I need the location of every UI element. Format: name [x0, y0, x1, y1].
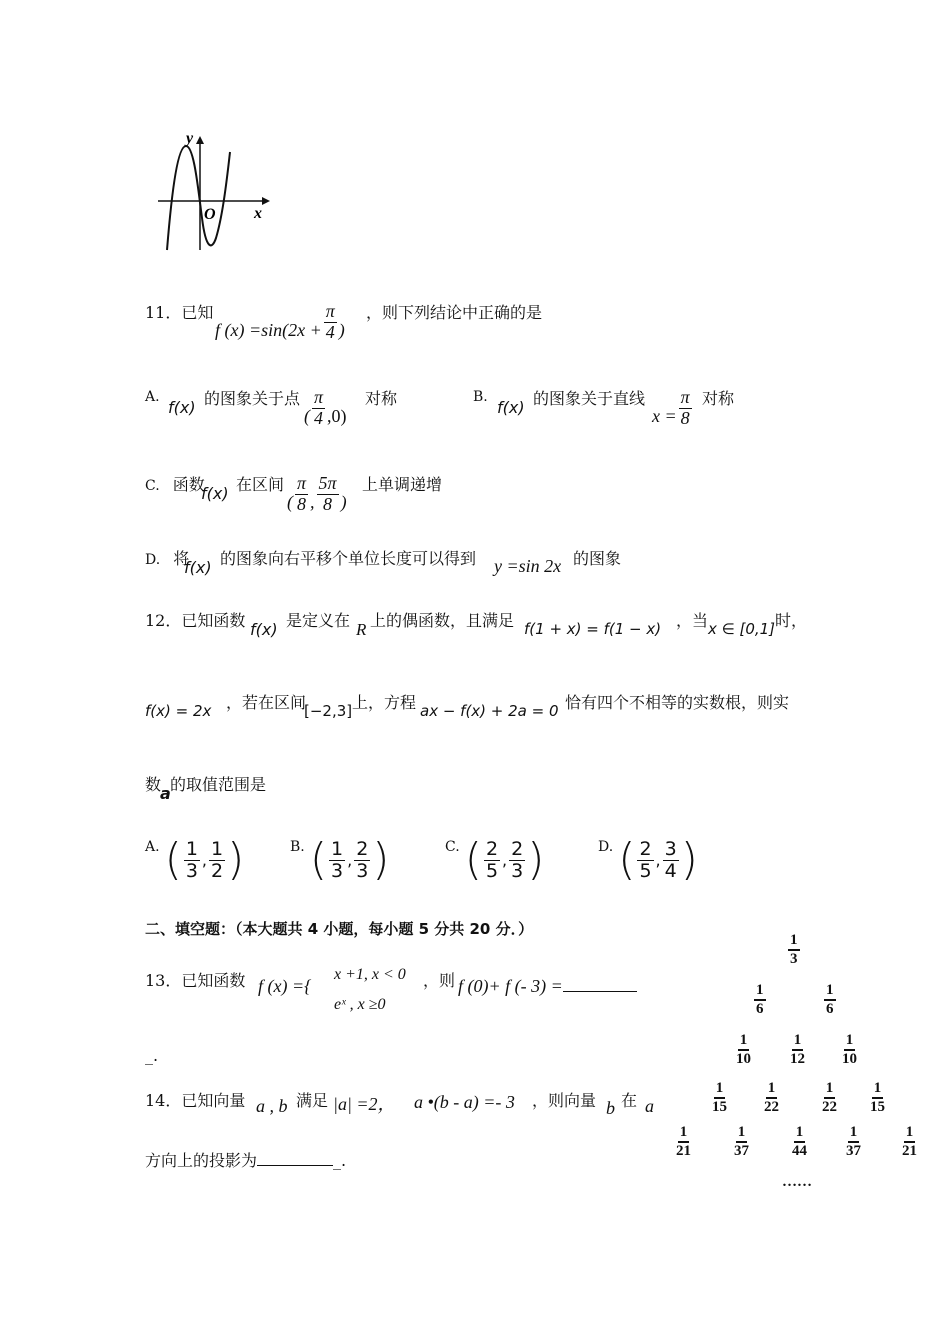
frac-num: 1: [788, 932, 800, 951]
q11-a-frac: [312, 388, 325, 429]
paren: (: [287, 492, 293, 513]
q12-line2-mid2: [352, 690, 416, 713]
comma: ,: [502, 850, 508, 870]
paren-left: (: [309, 834, 328, 885]
frac-den: 22: [764, 1098, 779, 1115]
triangle-row-5c: [788, 1124, 811, 1159]
triangle-cell: [732, 1124, 751, 1159]
dot-product: a •(b - a) =- 3: [414, 1092, 515, 1112]
paren: ,0): [327, 406, 347, 427]
frac-den: 3: [185, 859, 198, 882]
text: ，则向量: [532, 1091, 597, 1110]
frac-den: 6: [756, 1000, 764, 1017]
interval: [−2,3]: [304, 702, 353, 720]
paren-right: ): [527, 834, 545, 885]
frac-den: 4: [664, 859, 677, 882]
triangle-cell: [824, 982, 836, 1017]
q12-prefix: 12．已知函数: [145, 611, 246, 630]
q11-prefix: 11．已知: [145, 303, 214, 322]
option-text: 的图象关于点: [204, 389, 301, 408]
frac-num: 1: [766, 1080, 778, 1099]
q14-ab: [256, 1096, 288, 1117]
triangle-row-3a: [732, 1032, 755, 1067]
q13-expr: [458, 976, 637, 997]
frac-den: 2: [211, 859, 224, 882]
paren-left: (: [464, 834, 482, 885]
expression: f (0)+ f (- 3) =: [458, 976, 563, 996]
frac-num: 2: [485, 837, 499, 860]
triangle-cell: [754, 982, 766, 1017]
q11-b-tail: [702, 386, 734, 409]
text: _.: [333, 1151, 347, 1170]
text: 的取值范围是: [170, 775, 267, 794]
option-label: C.: [145, 478, 160, 494]
triangle-cell: [840, 1032, 859, 1067]
text: 数: [145, 775, 162, 794]
frac-num: 1: [792, 1032, 804, 1051]
q12-mid3: [676, 608, 708, 631]
triangle-row-4c: [818, 1080, 841, 1115]
frac-den: 21: [676, 1142, 691, 1159]
q13-prefix: [145, 968, 245, 991]
q14-abs: [333, 1090, 396, 1116]
frac-den: 5: [639, 859, 652, 882]
triangle-row-5e: [898, 1124, 921, 1159]
vector-b: b: [606, 1098, 615, 1118]
frac-num: 1: [754, 982, 766, 1001]
q12-line3: [145, 772, 161, 795]
q12-mid2: [370, 608, 514, 631]
paren-right: ): [227, 834, 245, 885]
frac: [637, 839, 653, 882]
frac-num: 2: [356, 837, 369, 860]
option-text: 上单调递增: [362, 475, 443, 494]
q11-option-b: [473, 386, 488, 405]
frac: [354, 839, 370, 882]
q12-option-d: [598, 834, 698, 885]
frac-den: 3: [511, 859, 524, 882]
text: ，当: [676, 611, 709, 630]
triangle-ellipsis: [782, 1174, 812, 1191]
q11-d-tail: [573, 546, 621, 569]
text: 方向上的投影为: [145, 1151, 258, 1170]
triangle-row-5d: [842, 1124, 865, 1159]
magnitude: |a| =2，: [333, 1094, 396, 1114]
q14-mid2: [532, 1088, 596, 1111]
frac-num: 1: [904, 1124, 916, 1143]
frac-den: 6: [826, 1000, 834, 1017]
frac-num: π: [325, 301, 335, 321]
option-text: 将: [173, 549, 190, 568]
option-text: 函数: [172, 475, 205, 494]
triangle-row-5b: [730, 1124, 753, 1159]
triangle-cell: [820, 1080, 839, 1115]
q11-b-text: [533, 386, 645, 409]
triangle-row-4a: [708, 1080, 731, 1115]
q12-line2-eq2: [420, 702, 559, 720]
frac-num: 1: [211, 837, 224, 860]
option-text: 对称: [365, 389, 398, 408]
frac-num: π: [297, 473, 307, 493]
option-label: A.: [145, 838, 160, 855]
frac-den: 8: [680, 407, 690, 428]
triangle-row-4d: [866, 1080, 889, 1115]
ellipsis: ……: [782, 1174, 812, 1190]
text: 是定义在: [286, 611, 351, 630]
q11-func-text: f (x) =sin(2x +: [215, 320, 322, 341]
paren: ): [340, 492, 347, 513]
text: 时，: [775, 611, 808, 630]
q12-option-c: [445, 834, 545, 885]
equation: ax − f(x) + 2a = 0: [420, 702, 559, 720]
comma: ,: [347, 850, 353, 870]
q12-line2-int: [304, 702, 352, 720]
q12-option-a: [145, 834, 245, 885]
q11-c-frac2: [317, 474, 339, 515]
section-title-text: 二、填空题：（本大题共 4 小题，每小题 5 分共 20 分．）: [145, 920, 534, 938]
frac-num: 3: [664, 837, 677, 860]
frac-num: 1: [794, 1124, 806, 1143]
vectors: a , b: [256, 1096, 288, 1116]
fx-text: f(x): [184, 558, 212, 577]
origin-label: O: [204, 206, 216, 223]
answer-blank[interactable]: [257, 1165, 333, 1166]
fx-text: f(x): [201, 484, 229, 503]
frac-den: 5: [485, 859, 499, 882]
q12-mid: [286, 608, 350, 631]
frac: [184, 839, 200, 882]
q11-suffix: [366, 300, 542, 323]
case-2: eˣ , x ≥0: [334, 996, 386, 1013]
q11-d-y: [494, 556, 561, 577]
q14-mid3: [621, 1088, 637, 1111]
text: 13．已知函数: [145, 971, 246, 990]
frac-den: 3: [331, 859, 344, 882]
answer-blank[interactable]: [563, 991, 637, 992]
function-graph: [150, 128, 280, 257]
frac-den: 37: [734, 1142, 749, 1159]
q11-c-frac1: [295, 474, 308, 515]
q12-line2-eq: [145, 702, 211, 720]
q11-suffix-text: ，则下列结论中正确的是: [366, 303, 543, 322]
q11-func: [215, 302, 345, 343]
q11-stem: [145, 300, 213, 323]
frac: [484, 839, 500, 882]
q12-line1: [145, 608, 245, 631]
text: 上，方程: [352, 693, 417, 712]
frac-num: 1: [738, 1032, 750, 1051]
y-eq: y =sin 2x: [494, 556, 562, 576]
equation: f(x) = 2x: [145, 702, 212, 720]
q12-options: [145, 834, 745, 898]
axis-x-label: x: [254, 205, 262, 222]
cubic-graph-svg: [150, 128, 280, 253]
text: ，若在区间: [226, 693, 307, 712]
frac-num: π: [314, 387, 324, 407]
triangle-row-2: [752, 982, 768, 1017]
frac-num: 1: [848, 1124, 860, 1143]
comma: ,: [201, 850, 208, 870]
x-eq: x =: [652, 406, 677, 427]
frac-num: 2: [511, 837, 524, 860]
q12-fx: [250, 620, 278, 639]
q12-R: [356, 620, 366, 640]
triangle-cell: [788, 932, 800, 967]
frac-num: 5π: [318, 473, 337, 493]
axis-y-label: y: [186, 130, 194, 147]
triangle-row-4b: [760, 1080, 783, 1115]
text: ，则: [423, 971, 456, 990]
vector-a: a: [645, 1096, 654, 1116]
q12-dom: [708, 620, 775, 638]
option-label: B.: [290, 838, 305, 855]
q11-b-frac: [679, 388, 692, 429]
text: 恰有四个不相等的实数根，则实: [565, 693, 790, 712]
frac-den: 8: [323, 493, 333, 514]
triangle-cell: [868, 1080, 887, 1115]
option-label: D.: [145, 552, 161, 568]
q12-line3-tail: [170, 772, 266, 795]
frac-num: 1: [872, 1080, 884, 1099]
var-a: a: [160, 784, 171, 803]
q11-d-text: [220, 546, 476, 569]
domain: x ∈ [0,1]: [708, 620, 776, 638]
triangle-cell: [674, 1124, 693, 1159]
equation: f(1 + x) = f(1 − x): [524, 620, 662, 638]
text: 满足: [296, 1091, 329, 1110]
option-label: A.: [145, 389, 160, 405]
comma: ,: [310, 492, 315, 513]
triangle-row-5a: [672, 1124, 695, 1159]
text: 在: [621, 1091, 638, 1110]
comma: ,: [655, 850, 661, 870]
paren-right: ): [680, 834, 698, 885]
q11-c-fx: [201, 484, 229, 503]
q13-cases: [334, 960, 406, 1020]
q11-c-text: [236, 472, 284, 495]
frac-den: 22: [822, 1098, 837, 1115]
q12-eq: [524, 620, 661, 638]
q11-option-c: [145, 472, 205, 495]
frac: [209, 839, 225, 882]
frac-den: 3: [790, 950, 798, 967]
q12-option-b: [290, 834, 390, 885]
paren: (: [304, 406, 310, 427]
q11-func-frac: [324, 302, 337, 343]
q11-d-fx: [184, 558, 212, 577]
paren-left: (: [164, 834, 182, 885]
q11-option-d: [145, 546, 189, 569]
q11-a-fx: [168, 398, 196, 417]
case-1: x +1, x < 0: [334, 966, 406, 983]
q12-tail: [775, 608, 807, 631]
frac-den: 15: [712, 1098, 727, 1115]
option-text: 对称: [702, 389, 735, 408]
frac-den: 4: [325, 321, 335, 342]
fx-text: f(x): [497, 398, 525, 417]
text: 14．已知向量: [145, 1091, 246, 1110]
q11-option-a: [145, 386, 160, 405]
frac-num: 2: [639, 837, 652, 860]
q11-c-interval: [287, 474, 347, 515]
frac: [663, 839, 679, 882]
frac-num: 1: [185, 837, 198, 860]
fx-text: f (x) ={: [258, 976, 312, 996]
option-text: 的图象关于直线: [533, 389, 646, 408]
q11-func-close: ): [338, 320, 345, 341]
q11-b-line: [652, 388, 694, 429]
q14-b: [606, 1098, 615, 1119]
triangle-row-1: [786, 932, 802, 967]
frac: [509, 839, 525, 882]
text: _.: [145, 1046, 159, 1065]
q11-c-tail: [362, 472, 442, 495]
triangle-cell: [790, 1124, 809, 1159]
q13-func: [258, 976, 311, 997]
q11-a-tail: [365, 386, 397, 409]
option-label: D.: [598, 838, 614, 855]
triangle-cell: [762, 1080, 781, 1115]
triangle-row-3c: [838, 1032, 861, 1067]
triangle-cell: [710, 1080, 729, 1115]
frac-den: 15: [870, 1098, 885, 1115]
frac-num: 1: [844, 1032, 856, 1051]
fx-text: f(x): [168, 398, 196, 417]
triangle-cell: [734, 1032, 753, 1067]
option-text: 的图象: [573, 549, 622, 568]
frac-den: 37: [846, 1142, 861, 1159]
q13-tail: [145, 1046, 158, 1065]
frac-den: 8: [297, 493, 307, 514]
option-label: C.: [445, 838, 460, 855]
option-label: B.: [473, 389, 488, 405]
frac-den: 44: [792, 1142, 807, 1159]
section-title: [145, 918, 533, 939]
text: 上的偶函数，且满足: [370, 611, 515, 630]
triangle-cell: [900, 1124, 919, 1159]
frac-den: 3: [356, 859, 369, 882]
q14-line2: [145, 1148, 346, 1171]
q12-line2-tail: [565, 690, 789, 713]
frac-den: 21: [902, 1142, 917, 1159]
frac: [329, 839, 345, 882]
frac-den: 10: [842, 1050, 857, 1067]
frac-den: 10: [736, 1050, 751, 1067]
frac-num: 1: [331, 837, 344, 860]
frac-num: 1: [736, 1124, 748, 1143]
frac-num: 1: [824, 1080, 836, 1099]
fx-text: f(x): [250, 620, 278, 639]
triangle-row-3b: [786, 1032, 809, 1067]
q13-mid: [423, 968, 455, 991]
frac-den: 12: [790, 1050, 805, 1067]
q14-dot: [414, 1092, 515, 1113]
q14-a: [645, 1096, 654, 1117]
R-symbol: R: [356, 620, 367, 639]
paren-left: (: [618, 834, 636, 885]
q11-b-fx: [497, 398, 525, 417]
frac-den: 4: [314, 407, 324, 428]
triangle-cell: [788, 1032, 807, 1067]
option-text: 的图象向右平移个单位长度可以得到: [220, 549, 477, 568]
triangle-cell: [844, 1124, 863, 1159]
frac-num: 1: [678, 1124, 690, 1143]
paren-right: ): [372, 834, 390, 885]
frac-num: 1: [824, 982, 836, 1001]
q14-prefix: [145, 1088, 245, 1111]
q11-a-point: [304, 388, 347, 429]
frac-num: 1: [714, 1080, 726, 1099]
q12-line2-mid: [226, 690, 306, 713]
option-text: 在区间: [236, 475, 285, 494]
q14-mid: [296, 1088, 328, 1111]
q11-a-text: [204, 386, 300, 409]
fraction-triangle: [668, 932, 934, 1194]
frac-num: π: [680, 387, 690, 407]
triangle-row-2b: [822, 982, 838, 1017]
